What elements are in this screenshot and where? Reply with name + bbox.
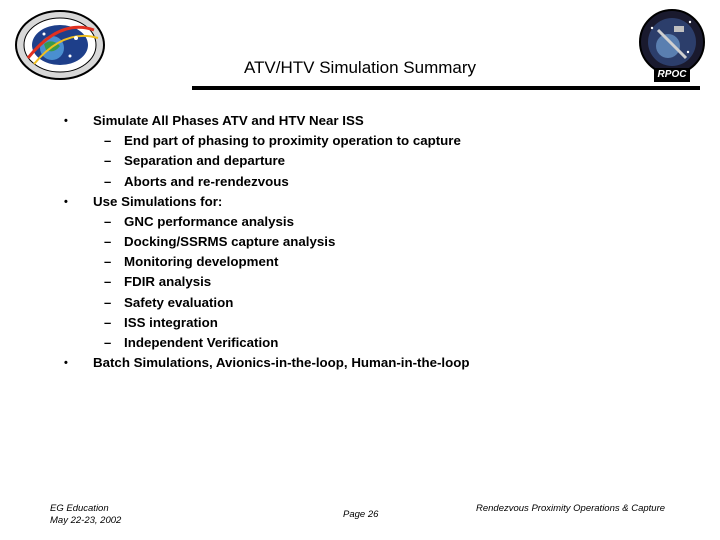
- sub-bullet-marker: –: [104, 153, 112, 168]
- bullet-item: Simulate All Phases ATV and HTV Near ISS: [93, 113, 364, 128]
- sub-bullet-marker: –: [104, 214, 112, 229]
- bullet-marker: •: [64, 357, 68, 369]
- sub-bullet-item: ISS integration: [124, 315, 218, 330]
- sub-bullet-marker: –: [104, 274, 112, 289]
- sub-bullet-marker: –: [104, 335, 112, 350]
- bullet-marker: •: [64, 196, 68, 208]
- sub-bullet-item: Aborts and re-rendezvous: [124, 174, 289, 189]
- sub-bullet-marker: –: [104, 133, 112, 148]
- sub-bullet-marker: –: [104, 295, 112, 310]
- bullet-marker: •: [64, 115, 68, 127]
- footer-date: May 22-23, 2002: [50, 515, 122, 526]
- sub-bullet-marker: –: [104, 234, 112, 249]
- sub-bullet-marker: –: [104, 254, 112, 269]
- sub-bullet-item: End part of phasing to proximity operation to capture: [124, 133, 461, 148]
- sub-bullet-item: Separation and departure: [124, 153, 286, 168]
- sub-bullet-item: FDIR analysis: [124, 274, 212, 289]
- sub-bullet-item: Monitoring development: [124, 254, 279, 269]
- rpoc-logo: [638, 8, 706, 86]
- organization-logo: [14, 8, 106, 82]
- sub-bullet-item: Independent Verification: [124, 335, 279, 350]
- rpoc-logo-text: RPOC: [657, 69, 687, 80]
- bullet-item: Batch Simulations, Avionics-in-the-loop, Human-in-the-loop: [93, 355, 470, 370]
- footer-course-title: Rendezvous Proximity Operations & Capture: [476, 503, 666, 514]
- sub-bullet-marker: –: [104, 174, 112, 189]
- bullet-item: Use Simulations for:: [93, 194, 223, 209]
- sub-bullet-item: Docking/SSRMS capture analysis: [124, 234, 336, 249]
- title-underline: [192, 86, 700, 90]
- slide-title: ATV/HTV Simulation Summary: [243, 58, 477, 77]
- footer-org: EG Education: [50, 503, 109, 514]
- sub-bullet-item: Safety evaluation: [124, 295, 234, 310]
- footer-page-number: Page 26: [343, 509, 379, 520]
- sub-bullet-item: GNC performance analysis: [124, 214, 294, 229]
- sub-bullet-marker: –: [104, 315, 112, 330]
